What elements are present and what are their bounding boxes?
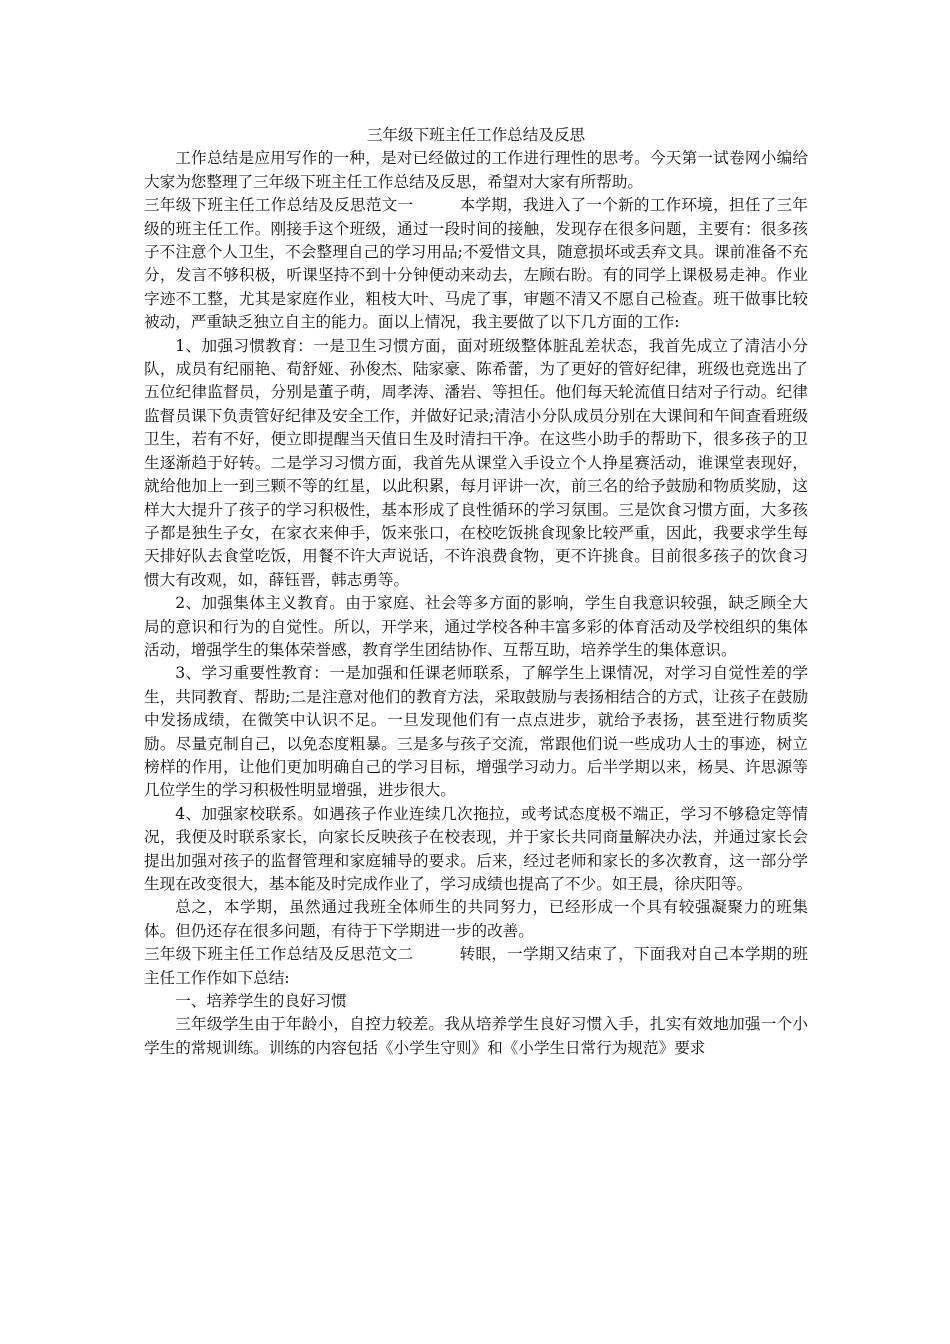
collectivism-paragraph: 2、加强集体主义教育。由于家庭、社会等多方面的影响，学生自我意识较强，缺乏顾全大局的意识和行为的自觉性。所以，开学来，通过学校各种丰富多彩的体育活动及学校组织的集体活动，增强学生的集体荣誉感，教育学生团结协作、互帮互助，培养学生的集体意识。 bbox=[144, 594, 808, 659]
document-page bbox=[144, 124, 808, 1060]
sample2-heading: 三年级下班主任工作总结及反思范文二 bbox=[144, 945, 414, 964]
habit-education-paragraph: 1、加强习惯教育：一是卫生习惯方面，面对班级整体脏乱差状态，我首先成立了清洁小分队，成员有纪丽艳、荀舒娅、孙俊杰、陆家豪、陈希蕾，为了更好的管好纪律，班级也竞选出了五位纪律监督员，分别是董子萌，周孝涛、潘岩、等担任。他们每天轮流值日结对子行动。纪律监督员课下负责管好纪律及安全工作，并做好记录;清洁小分队成员分别在大课间和午间查看班级卫生，若有不好，便立即提醒当天值日生及时清扫干净。在这些小助手的帮助下，很多孩子的卫生逐渐趋于好转。二是学习习惯方面，我首先从课堂入手设立个人挣星赛活动，谁课堂表现好，就给他加上一到三颗不等的红星，以此积累，每月评讲一次，前三名的给予鼓励和物质奖励，这样大大提升了孩子的学习积极性，基本形成了良性循环的学习氛围。三是饮食习惯方面，大多孩子都是独生子女，在家衣来伸手，饭来张口，在校吃饭挑食现象比较严重，因此，我要求学生每天排好队去食堂吃饭，用餐不许大声说话，不许浪费食物，更不许挑食。目前很多孩子的饮食习惯大有改观，如，薛钰晋，韩志勇等。 bbox=[144, 336, 808, 589]
section1-paragraph: 三年级学生由于年龄小，自控力较差。我从培养学生良好习惯入手，扎实有效地加强一个小学生的常规训练。训练的内容包括《小学生守则》和《小学生日常行为规范》要求 bbox=[144, 1015, 808, 1057]
sample2-lead: 转眼，一学期又结束了，下面我对自己本学期的班主任工作作如下总结: bbox=[144, 945, 808, 987]
sample1-heading: 三年级下班主任工作总结及反思范文一 bbox=[144, 196, 414, 215]
summary-paragraph: 总之，本学期，虽然通过我班全体师生的共同努力，已经形成一个具有较强凝聚力的班集体。但仍还存在很多问题，有待于下学期进一步的改善。 bbox=[144, 898, 808, 940]
study-importance-paragraph: 3、学习重要性教育：一是加强和任课老师联系，了解学生上课情况，对学习自觉性差的学生，共同教育、帮助;二是注意对他们的教育方法，采取鼓励与表扬相结合的方式，让孩子在鼓励中发扬成绩，在微笑中认识不足。一旦发现他们有一点点进步，就给予表扬，甚至进行物质奖励。尽量克制自己，以免态度粗暴。三是多与孩子交流，常跟他们说一些成功人士的事迹，树立榜样的作用，让他们更加明确自己的学习目标，增强学习动力。后半学期以来，杨昊、许思源等几位学生的学习积极性明显增强，进步很大。 bbox=[144, 664, 808, 800]
document-title: 三年级下班主任工作总结及反思 bbox=[366, 126, 586, 144]
home-school-paragraph: 4、加强家校联系。如遇孩子作业连续几次拖拉，或考试态度极不端正，学习不够稳定等情况，我便及时联系家长，向家长反映孩子在校表现，并于家长共同商量解决办法，并通过家长会提出加强对孩子的监督管理和家庭辅导的要求。后来，经过老师和家长的多次教育，这一部分学生现在改变很大，基本能及时完成作业了，学习成绩也提高了不少。如王晨，徐庆阳等。 bbox=[144, 804, 808, 893]
intro-paragraph: 工作总结是应用写作的一种，是对已经做过的工作进行理性的思考。今天第一试卷网小编给大家为您整理了三年级下班主任工作总结及反思，希望对大家有所帮助。 bbox=[144, 149, 808, 191]
sample1-lead: 本学期，我进入了一个新的工作环境，担任了三年级的班主任工作。刚接手这个班级，通过一段时间的接触，发现存在很多问题，主要有：很多孩子不注意个人卫生，不会整理自己的学习用品;不爱惜文具，随意损坏或丢弃文具。课前准备不充分，发言不够积极，听课坚持不到十分钟便动来动去，左顾右盼。有的同学上课极易走神。作业字迹不工整，尤其是家庭作业，粗枝大叶、马虎了事，审题不清又不愿自己检查。班干做事比较被动，严重缺乏独立自主的能力。面以上情况，我主要做了以下几方面的工作: bbox=[144, 196, 808, 332]
section1-heading: 一、培养学生的良好习惯 bbox=[175, 992, 347, 1011]
sample1-paragraph bbox=[144, 194, 808, 334]
sample2-paragraph bbox=[144, 943, 808, 990]
